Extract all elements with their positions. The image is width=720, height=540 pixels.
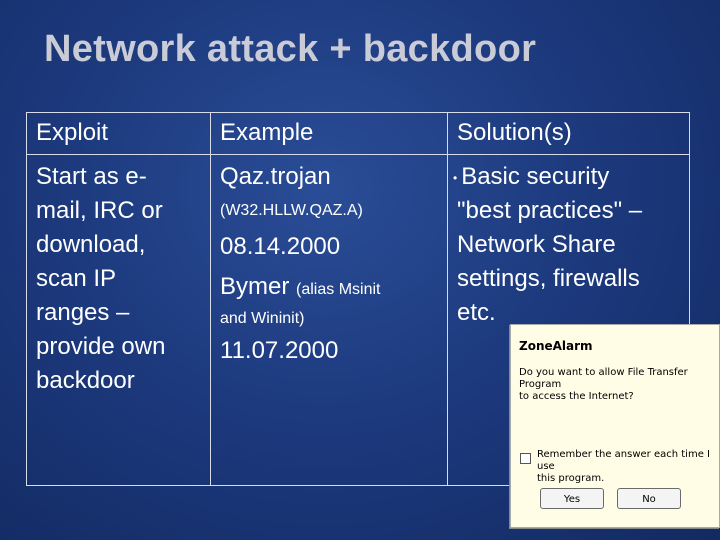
exploit-line: scan IP <box>36 265 117 292</box>
solution-line: etc. <box>457 299 496 326</box>
column-divider <box>447 113 448 485</box>
example-trojan-alias: (W32.HLLW.QAZ.A) <box>220 202 363 219</box>
example-worm-line <box>220 271 380 306</box>
solution-line: "best practices" – <box>457 197 643 224</box>
remember-checkbox[interactable] <box>520 453 531 464</box>
exploit-line: mail, IRC or <box>36 197 163 224</box>
no-button[interactable]: No <box>617 488 681 509</box>
zonealarm-dialog <box>510 324 720 528</box>
column-divider <box>210 113 211 485</box>
slide-title: Network attack + backdoor <box>44 28 537 70</box>
example-date-1: 08.14.2000 <box>220 233 341 260</box>
dialog-question: Do you want to allow File Transfer Program to access the Internet? <box>519 367 688 402</box>
example-worm-alias: (alias Msinit <box>296 281 381 298</box>
solution-text: Basic security <box>461 163 610 190</box>
solution-line <box>453 161 609 194</box>
solution-line: settings, firewalls <box>457 265 640 292</box>
example-worm-alias-cont: and Wininit) <box>220 310 305 327</box>
example-date-2: 11.07.2000 <box>220 337 339 364</box>
header-solutions: Solution(s) <box>457 119 572 146</box>
exploit-line: Start as e- <box>36 163 147 190</box>
header-example: Example <box>220 119 314 146</box>
header-divider <box>27 154 689 155</box>
remember-label: Remember the answer each time I use this program. <box>537 449 710 484</box>
example-worm-name: Bymer <box>220 273 290 300</box>
exploit-line: ranges – <box>36 299 130 326</box>
solution-line: Network Share <box>457 231 616 258</box>
dialog-title: ZoneAlarm <box>519 339 593 353</box>
header-exploit: Exploit <box>36 119 109 146</box>
exploit-line: provide own <box>36 333 166 360</box>
example-trojan-name: Qaz.trojan <box>220 163 331 190</box>
bullet-icon: • <box>453 170 458 185</box>
exploit-line: download, <box>36 231 146 258</box>
yes-button[interactable]: Yes <box>540 488 604 509</box>
exploit-line: backdoor <box>36 367 135 394</box>
